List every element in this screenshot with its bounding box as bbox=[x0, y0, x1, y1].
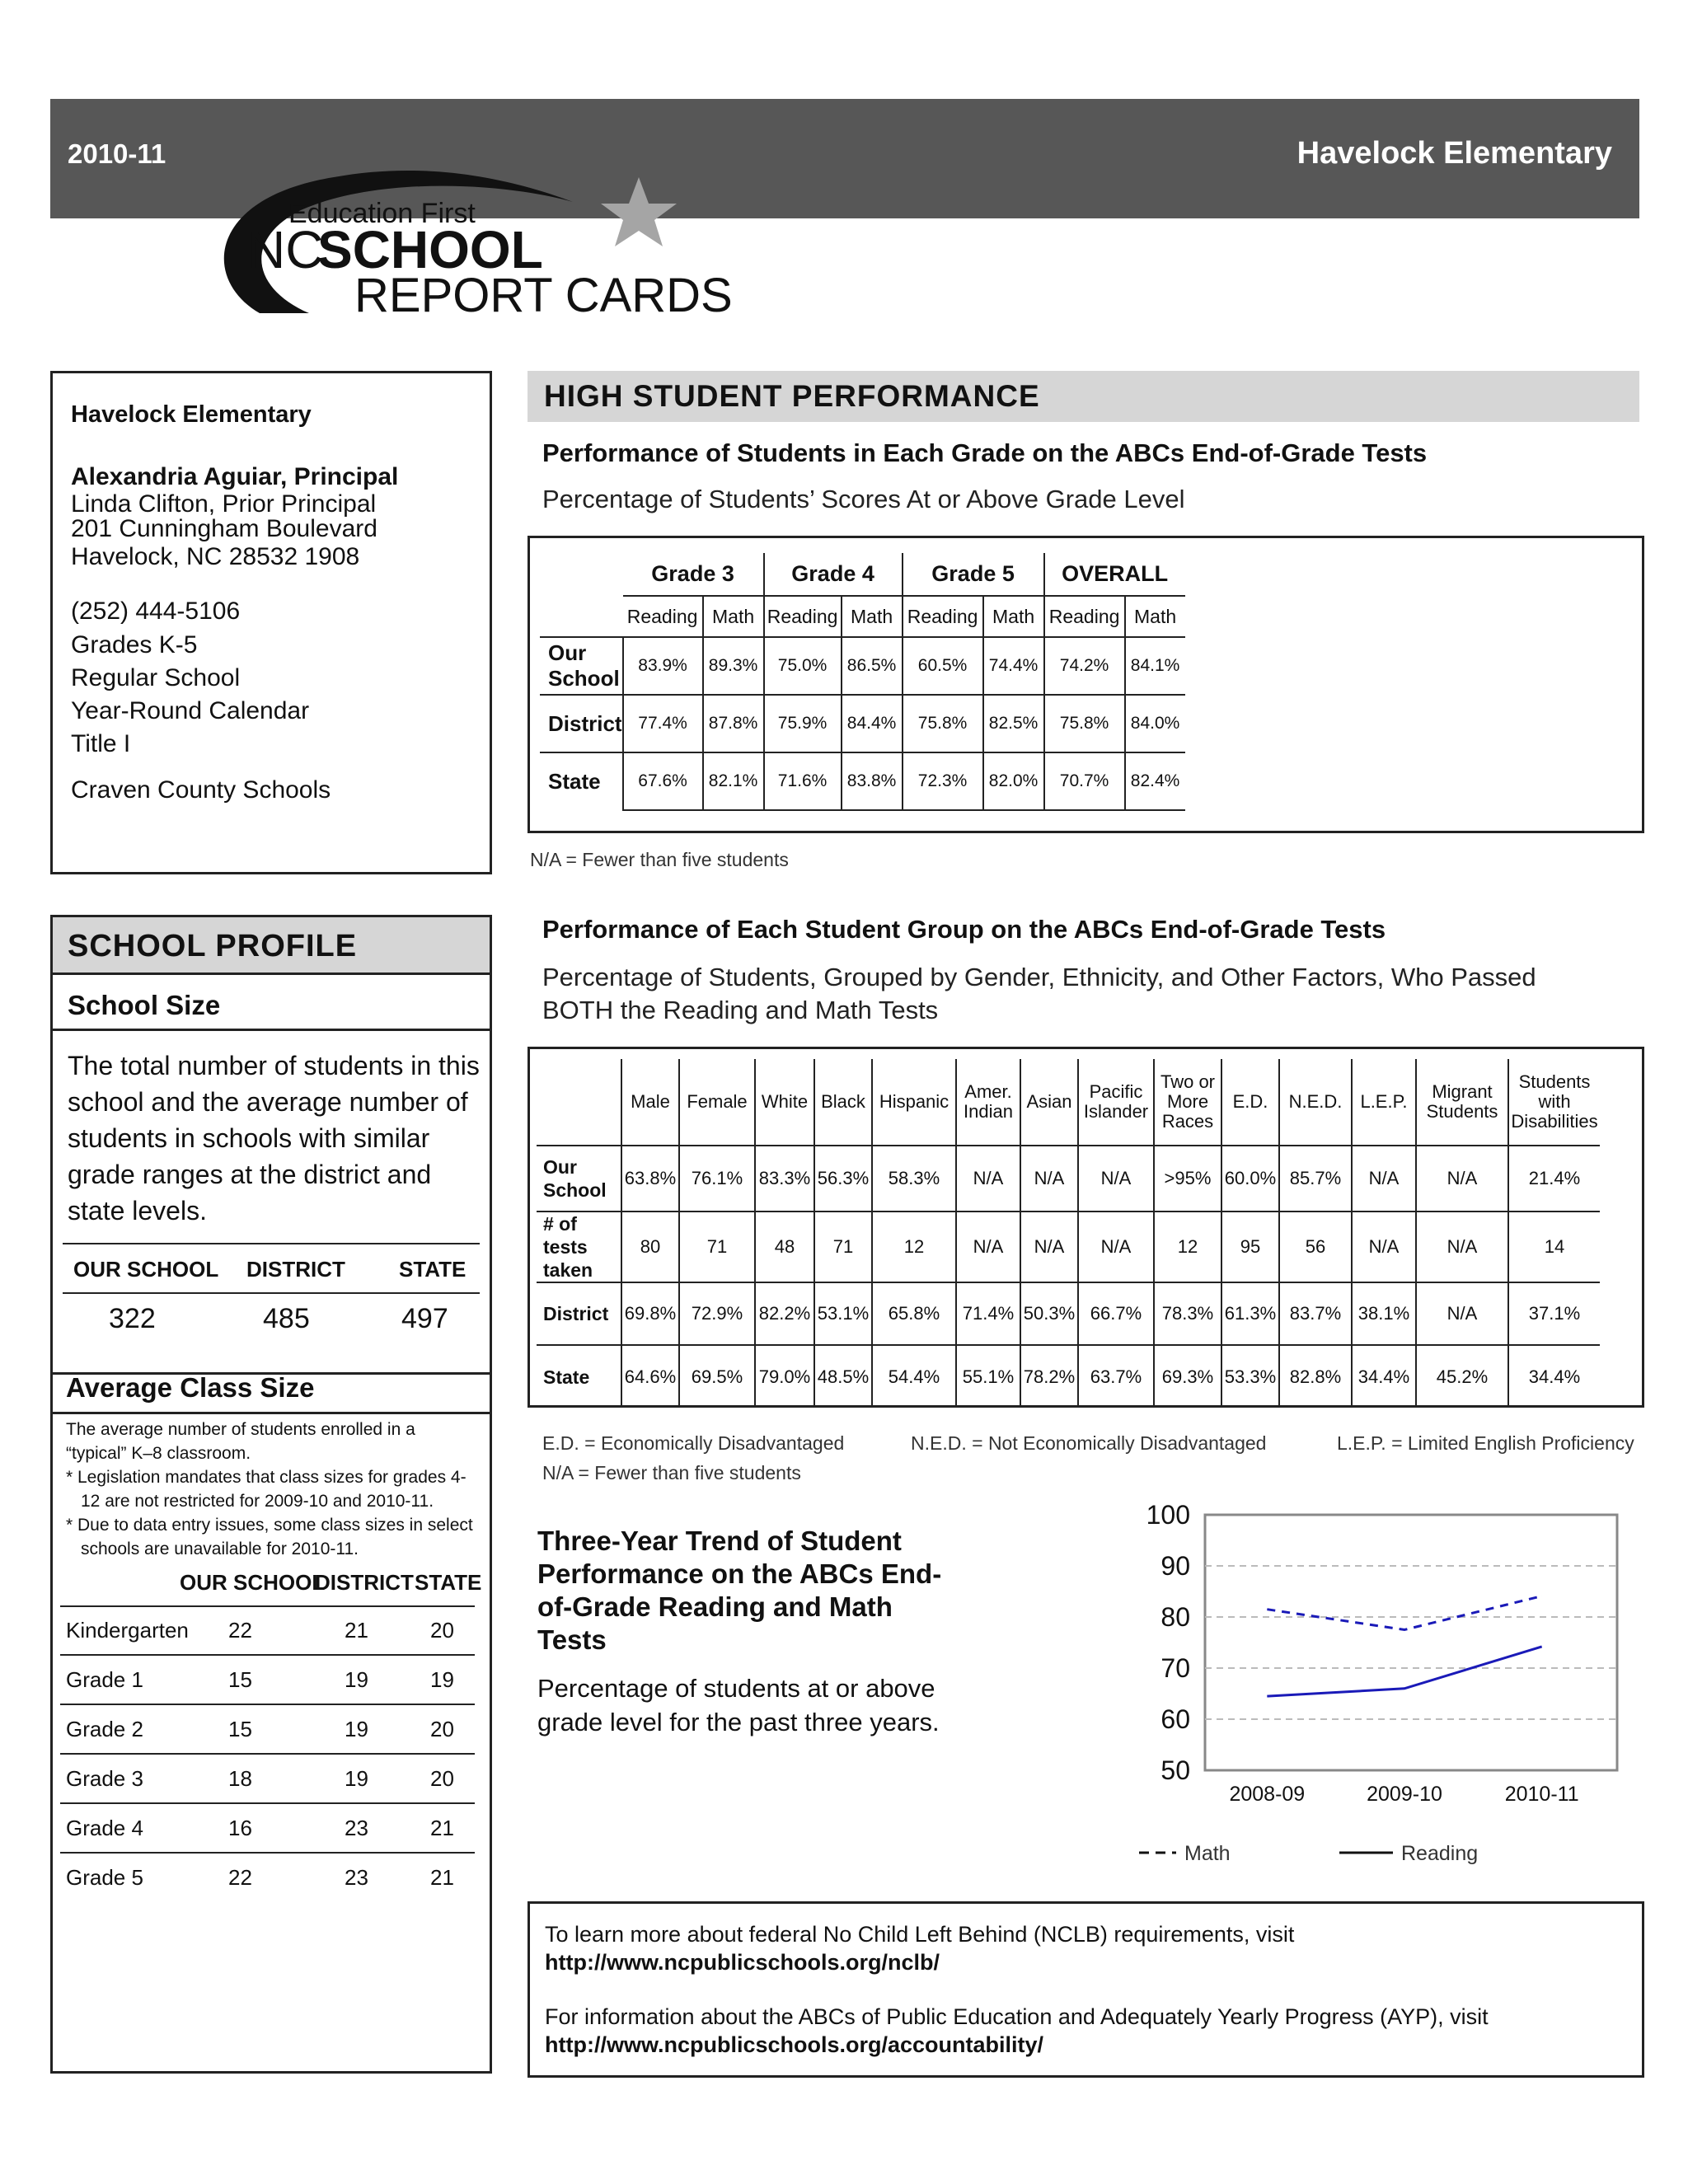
group-header: White bbox=[755, 1059, 814, 1146]
score-cell: 82.1% bbox=[703, 752, 764, 810]
group-cell: 71 bbox=[814, 1212, 872, 1282]
class-row-school: 15 bbox=[228, 1717, 252, 1741]
group-header: Male bbox=[621, 1059, 679, 1146]
group-cell: 56 bbox=[1279, 1212, 1352, 1282]
score-cell: 60.5% bbox=[903, 637, 983, 695]
note-ned: N.E.D. = Not Economically Disadvantaged bbox=[911, 1432, 1267, 1454]
y-tick-label: 60 bbox=[1160, 1704, 1190, 1734]
score-cell: 82.4% bbox=[1125, 752, 1185, 810]
x-tick-label: 2010-11 bbox=[1504, 1783, 1579, 1806]
trend-description: Percentage of students at or above grade level for the past three years. bbox=[537, 1674, 940, 1736]
row-label: District bbox=[537, 1282, 621, 1345]
info-school-type: Regular School bbox=[71, 664, 241, 691]
class-row-state: 21 bbox=[430, 1865, 454, 1890]
group-cell: 83.7% bbox=[1279, 1282, 1352, 1345]
group-cell: 50.3% bbox=[1020, 1282, 1078, 1345]
group-cell: 82.8% bbox=[1279, 1345, 1352, 1408]
group-performance-table-box bbox=[528, 1047, 1644, 1408]
group-cell: 72.9% bbox=[679, 1282, 755, 1345]
score-cell: 83.9% bbox=[623, 637, 703, 695]
row-label: Our School bbox=[540, 637, 623, 695]
group-header: Amer. Indian bbox=[956, 1059, 1020, 1146]
group-performance-subtext: Percentage of Students, Grouped by Gender, Ethnicity, and Other Factors, Who Passed BOTH the Reading and Math Tests bbox=[542, 963, 1536, 1024]
y-tick-label: 100 bbox=[1146, 1500, 1190, 1530]
group-header: Hispanic bbox=[872, 1059, 956, 1146]
size-value-school: 322 bbox=[109, 1303, 156, 1334]
series-line-reading bbox=[1267, 1647, 1541, 1696]
class-row-school: 16 bbox=[228, 1816, 252, 1840]
subject-header: Reading bbox=[764, 596, 842, 637]
group-cell: 55.1% bbox=[956, 1345, 1020, 1408]
group-cell: N/A bbox=[1020, 1146, 1078, 1212]
info-phone: (252) 444-5106 bbox=[71, 598, 241, 625]
series bbox=[1267, 1596, 1542, 1696]
x-tick-label: 2008-09 bbox=[1229, 1783, 1306, 1806]
class-row-school: 22 bbox=[228, 1865, 252, 1890]
group-header: Migrant Students bbox=[1416, 1059, 1508, 1146]
nc-school-report-cards-logo bbox=[210, 165, 746, 321]
class-header-state: STATE bbox=[415, 1570, 482, 1595]
class-header-school: OUR SCHOOL bbox=[180, 1570, 326, 1595]
group-cell: N/A bbox=[1416, 1146, 1508, 1212]
group-cell: N/A bbox=[956, 1146, 1020, 1212]
group-cell: 69.8% bbox=[621, 1282, 679, 1345]
row-label: State bbox=[537, 1345, 621, 1408]
trend-line-chart bbox=[1137, 1500, 1632, 1879]
legend-label-reading: Reading bbox=[1401, 1842, 1479, 1865]
group-cell: 48.5% bbox=[814, 1345, 872, 1408]
row-label: District bbox=[540, 695, 623, 752]
y-axis-ticks bbox=[1146, 1500, 1190, 1785]
score-cell: 82.5% bbox=[983, 695, 1044, 752]
group-cell: 21.4% bbox=[1508, 1146, 1600, 1212]
grade-performance-subtext: Percentage of Students’ Scores At or Above Grade Level bbox=[542, 485, 1185, 513]
class-row-state: 21 bbox=[430, 1816, 454, 1840]
group-cell: N/A bbox=[1078, 1146, 1154, 1212]
high-student-performance-header: HIGH STUDENT PERFORMANCE bbox=[528, 371, 1639, 422]
size-header-state: STATE bbox=[399, 1257, 467, 1282]
score-cell: 75.0% bbox=[764, 637, 842, 695]
legend bbox=[1137, 1842, 1478, 1865]
group-cell: N/A bbox=[956, 1212, 1020, 1282]
group-header: Two or More Races bbox=[1154, 1059, 1221, 1146]
divider bbox=[60, 1654, 475, 1656]
group-cell: 61.3% bbox=[1221, 1282, 1279, 1345]
class-size-title: Average Class Size bbox=[66, 1372, 315, 1403]
divider bbox=[60, 1852, 475, 1854]
class-row-school: 22 bbox=[228, 1618, 252, 1643]
class-row-label: Grade 3 bbox=[66, 1766, 143, 1791]
class-row-label: Grade 2 bbox=[66, 1717, 143, 1741]
divider bbox=[53, 1029, 490, 1031]
score-cell: 74.4% bbox=[983, 637, 1044, 695]
group-cell: 14 bbox=[1508, 1212, 1600, 1282]
group-cell: 64.6% bbox=[621, 1345, 679, 1408]
group-header: Students with Disabilities bbox=[1508, 1059, 1600, 1146]
grade-group-header: Grade 4 bbox=[764, 553, 903, 596]
class-row-district: 19 bbox=[345, 1766, 368, 1791]
school-info-box bbox=[50, 371, 492, 874]
group-cell: 65.8% bbox=[872, 1282, 956, 1345]
note-na: N/A = Fewer than five students bbox=[542, 1462, 801, 1483]
score-cell: 84.0% bbox=[1125, 695, 1185, 752]
class-size-description bbox=[66, 1418, 478, 1561]
group-cell: 69.5% bbox=[679, 1345, 755, 1408]
grade-performance-table bbox=[540, 553, 1185, 811]
score-cell: 72.3% bbox=[903, 752, 983, 810]
divider bbox=[60, 1605, 475, 1607]
score-cell: 77.4% bbox=[623, 695, 703, 752]
group-cell: >95% bbox=[1154, 1146, 1221, 1212]
school-size-title: School Size bbox=[68, 990, 221, 1020]
group-cell: 53.1% bbox=[814, 1282, 872, 1345]
nclb-link[interactable]: http://www.ncpublicschools.org/nclb/ bbox=[545, 1950, 940, 1975]
subject-header: Math bbox=[983, 596, 1044, 637]
class-row-state: 19 bbox=[430, 1667, 454, 1692]
logo-school: SCHOOL bbox=[317, 220, 543, 279]
class-row-label: Grade 1 bbox=[66, 1667, 143, 1692]
group-cell: 56.3% bbox=[814, 1146, 872, 1212]
class-size-desc3: * Due to data entry issues, some class sizes in select schools are unavailable for 2010-11. bbox=[66, 1516, 473, 1558]
size-header-school: OUR SCHOOL bbox=[73, 1257, 219, 1282]
star-icon bbox=[601, 177, 677, 246]
info-address2: Havelock, NC 28532 1908 bbox=[71, 543, 360, 570]
school-size-description: The total number of students in this school and the average number of students in schools with similar grade ranges at the district and state levels. bbox=[68, 1051, 480, 1226]
score-cell: 75.8% bbox=[1044, 695, 1125, 752]
subject-header: Math bbox=[1125, 596, 1185, 637]
group-header: L.E.P. bbox=[1352, 1059, 1416, 1146]
class-row-label: Grade 5 bbox=[66, 1865, 143, 1890]
size-header-district: DISTRICT bbox=[246, 1257, 345, 1282]
class-row-state: 20 bbox=[430, 1766, 454, 1791]
info-grades: Grades K-5 bbox=[71, 631, 198, 658]
info-address1: 201 Cunningham Boulevard bbox=[71, 515, 377, 542]
info-title: Title I bbox=[71, 730, 131, 757]
score-cell: 71.6% bbox=[764, 752, 842, 810]
y-tick-label: 50 bbox=[1160, 1755, 1190, 1785]
class-row-label: Grade 4 bbox=[66, 1816, 143, 1840]
logo-line1: Education First bbox=[288, 198, 476, 229]
score-cell: 70.7% bbox=[1044, 752, 1125, 810]
divider bbox=[60, 1802, 475, 1804]
group-cell: 37.1% bbox=[1508, 1282, 1600, 1345]
y-tick-label: 90 bbox=[1160, 1551, 1190, 1581]
subject-header: Reading bbox=[623, 596, 703, 637]
class-size-desc1: The average number of students enrolled in a “typical” K–8 classroom. bbox=[66, 1420, 415, 1463]
info-school-name: Havelock Elementary bbox=[71, 401, 312, 428]
group-cell: 58.3% bbox=[872, 1146, 956, 1212]
report-year: 2010-11 bbox=[68, 138, 166, 169]
x-tick-label: 2009-10 bbox=[1367, 1783, 1442, 1806]
grade-group-header: Grade 5 bbox=[903, 553, 1044, 596]
info-principal: Alexandria Aguiar, Principal bbox=[71, 463, 399, 490]
group-cell: 45.2% bbox=[1416, 1345, 1508, 1408]
group-performance-heading: Performance of Each Student Group on the ABCs End-of-Grade Tests bbox=[542, 915, 1386, 944]
class-row-district: 19 bbox=[345, 1667, 368, 1692]
group-cell: 80 bbox=[621, 1212, 679, 1282]
group-cell: 63.8% bbox=[621, 1146, 679, 1212]
group-cell: 60.0% bbox=[1221, 1146, 1279, 1212]
size-value-state: 497 bbox=[401, 1303, 448, 1334]
group-header: Asian bbox=[1020, 1059, 1078, 1146]
score-cell: 87.8% bbox=[703, 695, 764, 752]
row-label: State bbox=[540, 752, 623, 810]
class-row-district: 21 bbox=[345, 1618, 368, 1643]
grade-performance-table-box bbox=[528, 536, 1644, 833]
subject-header: Math bbox=[842, 596, 903, 637]
x-axis-ticks bbox=[1229, 1783, 1578, 1806]
class-row-school: 15 bbox=[228, 1667, 252, 1692]
grid bbox=[1205, 1566, 1617, 1719]
info-prior-principal: Linda Clifton, Prior Principal bbox=[71, 490, 377, 518]
group-header: Black bbox=[814, 1059, 872, 1146]
class-row-state: 20 bbox=[430, 1618, 454, 1643]
group-cell: 12 bbox=[872, 1212, 956, 1282]
divider bbox=[50, 1412, 492, 1414]
class-row-state: 20 bbox=[430, 1717, 454, 1741]
note-ed: E.D. = Economically Disadvantaged bbox=[542, 1432, 845, 1454]
group-cell: N/A bbox=[1416, 1212, 1508, 1282]
subject-header: Reading bbox=[1044, 596, 1125, 637]
group-header: E.D. bbox=[1221, 1059, 1279, 1146]
abcs-text: For information about the ABCs of Public Education and Adequately Yearly Progress (AYP), visit bbox=[545, 2004, 1489, 2029]
row-label: # of tests taken bbox=[537, 1212, 621, 1282]
nclb-text: To learn more about federal No Child Left Behind (NCLB) requirements, visit bbox=[545, 1922, 1295, 1947]
logo-nc: NC bbox=[247, 220, 324, 279]
y-tick-label: 70 bbox=[1160, 1653, 1190, 1683]
group-cell: 38.1% bbox=[1352, 1282, 1416, 1345]
class-row-district: 23 bbox=[345, 1865, 368, 1890]
group-cell: 85.7% bbox=[1279, 1146, 1352, 1212]
abcs-link[interactable]: http://www.ncpublicschools.org/accountability/ bbox=[545, 2032, 1044, 2057]
score-cell: 86.5% bbox=[842, 637, 903, 695]
group-cell: 83.3% bbox=[755, 1146, 814, 1212]
divider bbox=[60, 1704, 475, 1705]
trend-title: Three-Year Trend of Student Performance on the ABCs End-of-Grade Reading and Math Tests bbox=[537, 1526, 942, 1655]
grade-na-note: N/A = Fewer than five students bbox=[530, 849, 789, 870]
group-cell: N/A bbox=[1078, 1212, 1154, 1282]
size-value-district: 485 bbox=[263, 1303, 310, 1334]
class-row-school: 18 bbox=[228, 1766, 252, 1791]
group-cell: 78.2% bbox=[1020, 1345, 1078, 1408]
divider bbox=[63, 1243, 480, 1244]
group-cell: 82.2% bbox=[755, 1282, 814, 1345]
score-cell: 74.2% bbox=[1044, 637, 1125, 695]
group-cell: 66.7% bbox=[1078, 1282, 1154, 1345]
group-cell: 95 bbox=[1221, 1212, 1279, 1282]
group-cell: 53.3% bbox=[1221, 1345, 1279, 1408]
group-cell: N/A bbox=[1352, 1146, 1416, 1212]
series-line-math bbox=[1267, 1596, 1541, 1630]
score-cell: 75.9% bbox=[764, 695, 842, 752]
info-district: Craven County Schools bbox=[71, 776, 331, 804]
score-cell: 67.6% bbox=[623, 752, 703, 810]
group-cell: 34.4% bbox=[1352, 1345, 1416, 1408]
group-cell: 71.4% bbox=[956, 1282, 1020, 1345]
group-cell: 71 bbox=[679, 1212, 755, 1282]
score-cell: 84.1% bbox=[1125, 637, 1185, 695]
group-cell: 54.4% bbox=[872, 1345, 956, 1408]
y-tick-label: 80 bbox=[1160, 1602, 1190, 1632]
grade-performance-heading: Performance of Students in Each Grade on the ABCs End-of-Grade Tests bbox=[542, 438, 1428, 467]
note-lep: L.E.P. = Limited English Proficiency bbox=[1337, 1432, 1634, 1454]
group-cell: N/A bbox=[1020, 1212, 1078, 1282]
score-cell: 89.3% bbox=[703, 637, 764, 695]
group-header: Pacific Islander bbox=[1078, 1059, 1154, 1146]
grade-group-header: Grade 3 bbox=[623, 553, 764, 596]
score-cell: 84.4% bbox=[842, 695, 903, 752]
class-row-label: Kindergarten bbox=[66, 1618, 189, 1643]
info-calendar: Year-Round Calendar bbox=[71, 697, 310, 724]
group-cell: 76.1% bbox=[679, 1146, 755, 1212]
logo-report-cards: REPORT CARDS bbox=[354, 269, 733, 321]
subject-header: Math bbox=[703, 596, 764, 637]
divider bbox=[63, 1292, 480, 1294]
group-cell: 63.7% bbox=[1078, 1345, 1154, 1408]
group-cell: N/A bbox=[1416, 1282, 1508, 1345]
row-label: Our School bbox=[537, 1146, 621, 1212]
group-performance-table bbox=[537, 1059, 1600, 1408]
subject-header: Reading bbox=[903, 596, 983, 637]
plot-frame bbox=[1205, 1515, 1617, 1770]
group-cell: 79.0% bbox=[755, 1345, 814, 1408]
legend-label-math: Math bbox=[1184, 1842, 1231, 1865]
class-row-district: 19 bbox=[345, 1717, 368, 1741]
header-school-name: Havelock Elementary bbox=[1296, 136, 1612, 171]
group-cell: 34.4% bbox=[1508, 1345, 1600, 1408]
group-header: N.E.D. bbox=[1279, 1059, 1352, 1146]
score-cell: 83.8% bbox=[842, 752, 903, 810]
group-cell: N/A bbox=[1352, 1212, 1416, 1282]
links-box bbox=[528, 1901, 1644, 2078]
group-cell: 69.3% bbox=[1154, 1345, 1221, 1408]
group-cell: 48 bbox=[755, 1212, 814, 1282]
class-row-district: 23 bbox=[345, 1816, 368, 1840]
score-cell: 82.0% bbox=[983, 752, 1044, 810]
grade-group-header: OVERALL bbox=[1044, 553, 1185, 596]
group-cell: 78.3% bbox=[1154, 1282, 1221, 1345]
divider bbox=[60, 1753, 475, 1755]
score-cell: 75.8% bbox=[903, 695, 983, 752]
school-profile-title: SCHOOL PROFILE bbox=[53, 917, 490, 975]
class-size-desc2: * Legislation mandates that class sizes for grades 4-12 are not restricted for 2009-10 and 2010-11. bbox=[66, 1468, 467, 1511]
group-cell: 12 bbox=[1154, 1212, 1221, 1282]
group-header: Female bbox=[679, 1059, 755, 1146]
class-header-district: DISTRICT bbox=[315, 1570, 414, 1595]
